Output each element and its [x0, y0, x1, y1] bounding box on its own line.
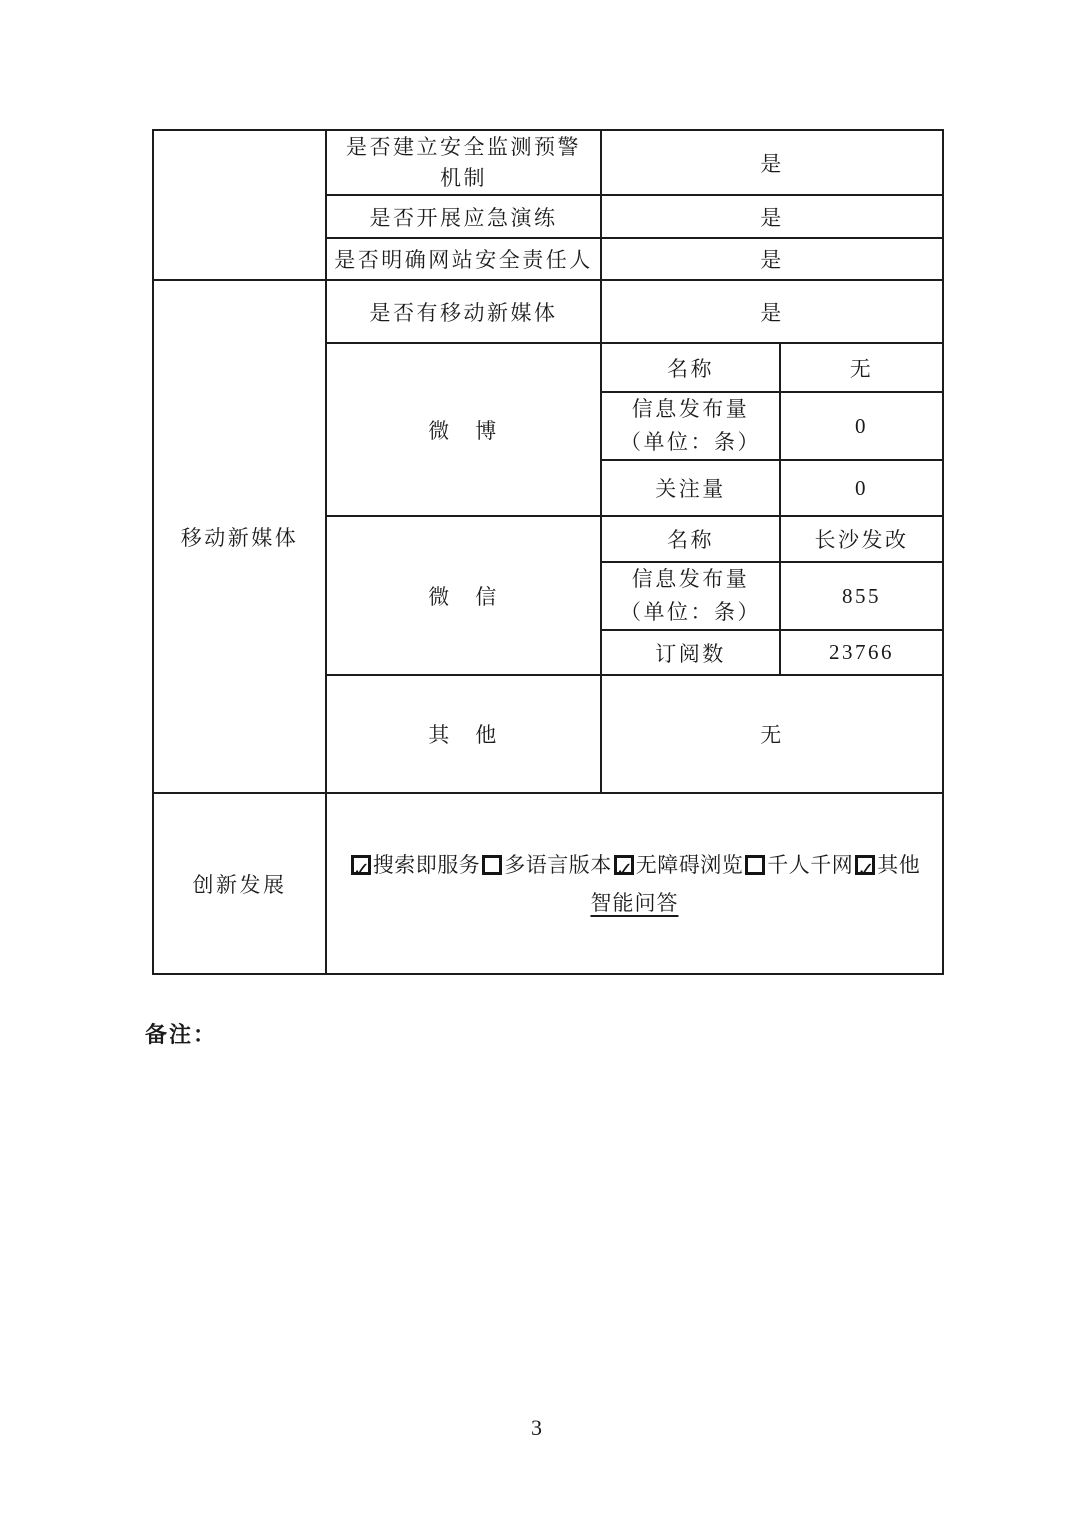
innovation-option [612, 853, 744, 877]
table-row [153, 793, 943, 974]
weibo-followers-value: 0 [780, 460, 943, 516]
innovation-option-label: 多语言版本 [504, 852, 612, 877]
innovation-other-detail-line [327, 884, 942, 922]
checkbox-icon [482, 855, 502, 875]
innovation-option-label: 无障碍浏览 [635, 852, 744, 877]
posts-label-line1: 信息发布量 [631, 397, 750, 421]
security-answer-cell: 是 [601, 195, 943, 238]
security-question-cell [326, 130, 601, 195]
wechat-subscribers-label: 订阅数 [601, 630, 780, 675]
innovation-option [480, 853, 612, 877]
innovation-section-label: 创新发展 [153, 793, 326, 974]
innovation-options-line [327, 846, 942, 884]
wechat-name-value: 长沙发改 [780, 516, 943, 562]
innovation-other-detail: 智能问答 [590, 890, 679, 915]
wechat-label-cell: 微 信 [326, 516, 601, 675]
other-media-value: 无 [601, 675, 943, 793]
wechat-posts-value: 855 [780, 562, 943, 630]
security-question-cell: 是否明确网站安全责任人 [326, 238, 601, 280]
innovation-content-cell [326, 793, 943, 974]
checkbox-icon [745, 855, 765, 875]
security-answer-cell: 是 [601, 130, 943, 195]
table-row [153, 130, 943, 195]
has-mobile-answer-cell: 是 [601, 280, 943, 343]
wechat-name-label: 名称 [601, 516, 780, 562]
other-media-label: 其 他 [326, 675, 601, 793]
page-number: 3 [531, 1415, 543, 1440]
checkbox-icon [614, 855, 634, 875]
annual-report-table [152, 129, 944, 975]
posts-label-line1: 信息发布量 [631, 567, 750, 591]
security-answer-cell: 是 [601, 238, 943, 280]
security-question-label: 是否建立安全监测预警机制 [346, 134, 581, 190]
innovation-option [349, 853, 481, 877]
weibo-posts-value: 0 [780, 392, 943, 460]
notes-label: 备注： [145, 1022, 218, 1047]
mobile-media-section-label: 移动新媒体 [153, 280, 326, 793]
weibo-name-value: 无 [780, 343, 943, 392]
wechat-subscribers-value: 23766 [780, 630, 943, 675]
table-row [153, 280, 943, 343]
innovation-option [743, 853, 853, 877]
weibo-posts-label [601, 392, 780, 460]
innovation-option [853, 853, 920, 877]
security-section-cell [153, 130, 326, 280]
weibo-label-cell: 微 博 [326, 343, 601, 516]
wechat-posts-label [601, 562, 780, 630]
innovation-option-label: 其他 [877, 852, 921, 877]
checkbox-icon [855, 855, 875, 875]
security-question-cell: 是否开展应急演练 [326, 195, 601, 238]
innovation-option-label: 千人千网 [767, 852, 854, 877]
checkbox-icon [351, 855, 371, 875]
posts-label-line2: （单位：条） [620, 600, 761, 624]
weibo-followers-label: 关注量 [601, 460, 780, 516]
has-mobile-question-cell: 是否有移动新媒体 [326, 280, 601, 343]
innovation-option-label: 搜索即服务 [372, 852, 481, 877]
weibo-name-label: 名称 [601, 343, 780, 392]
posts-label-line2: （单位：条） [620, 430, 761, 454]
